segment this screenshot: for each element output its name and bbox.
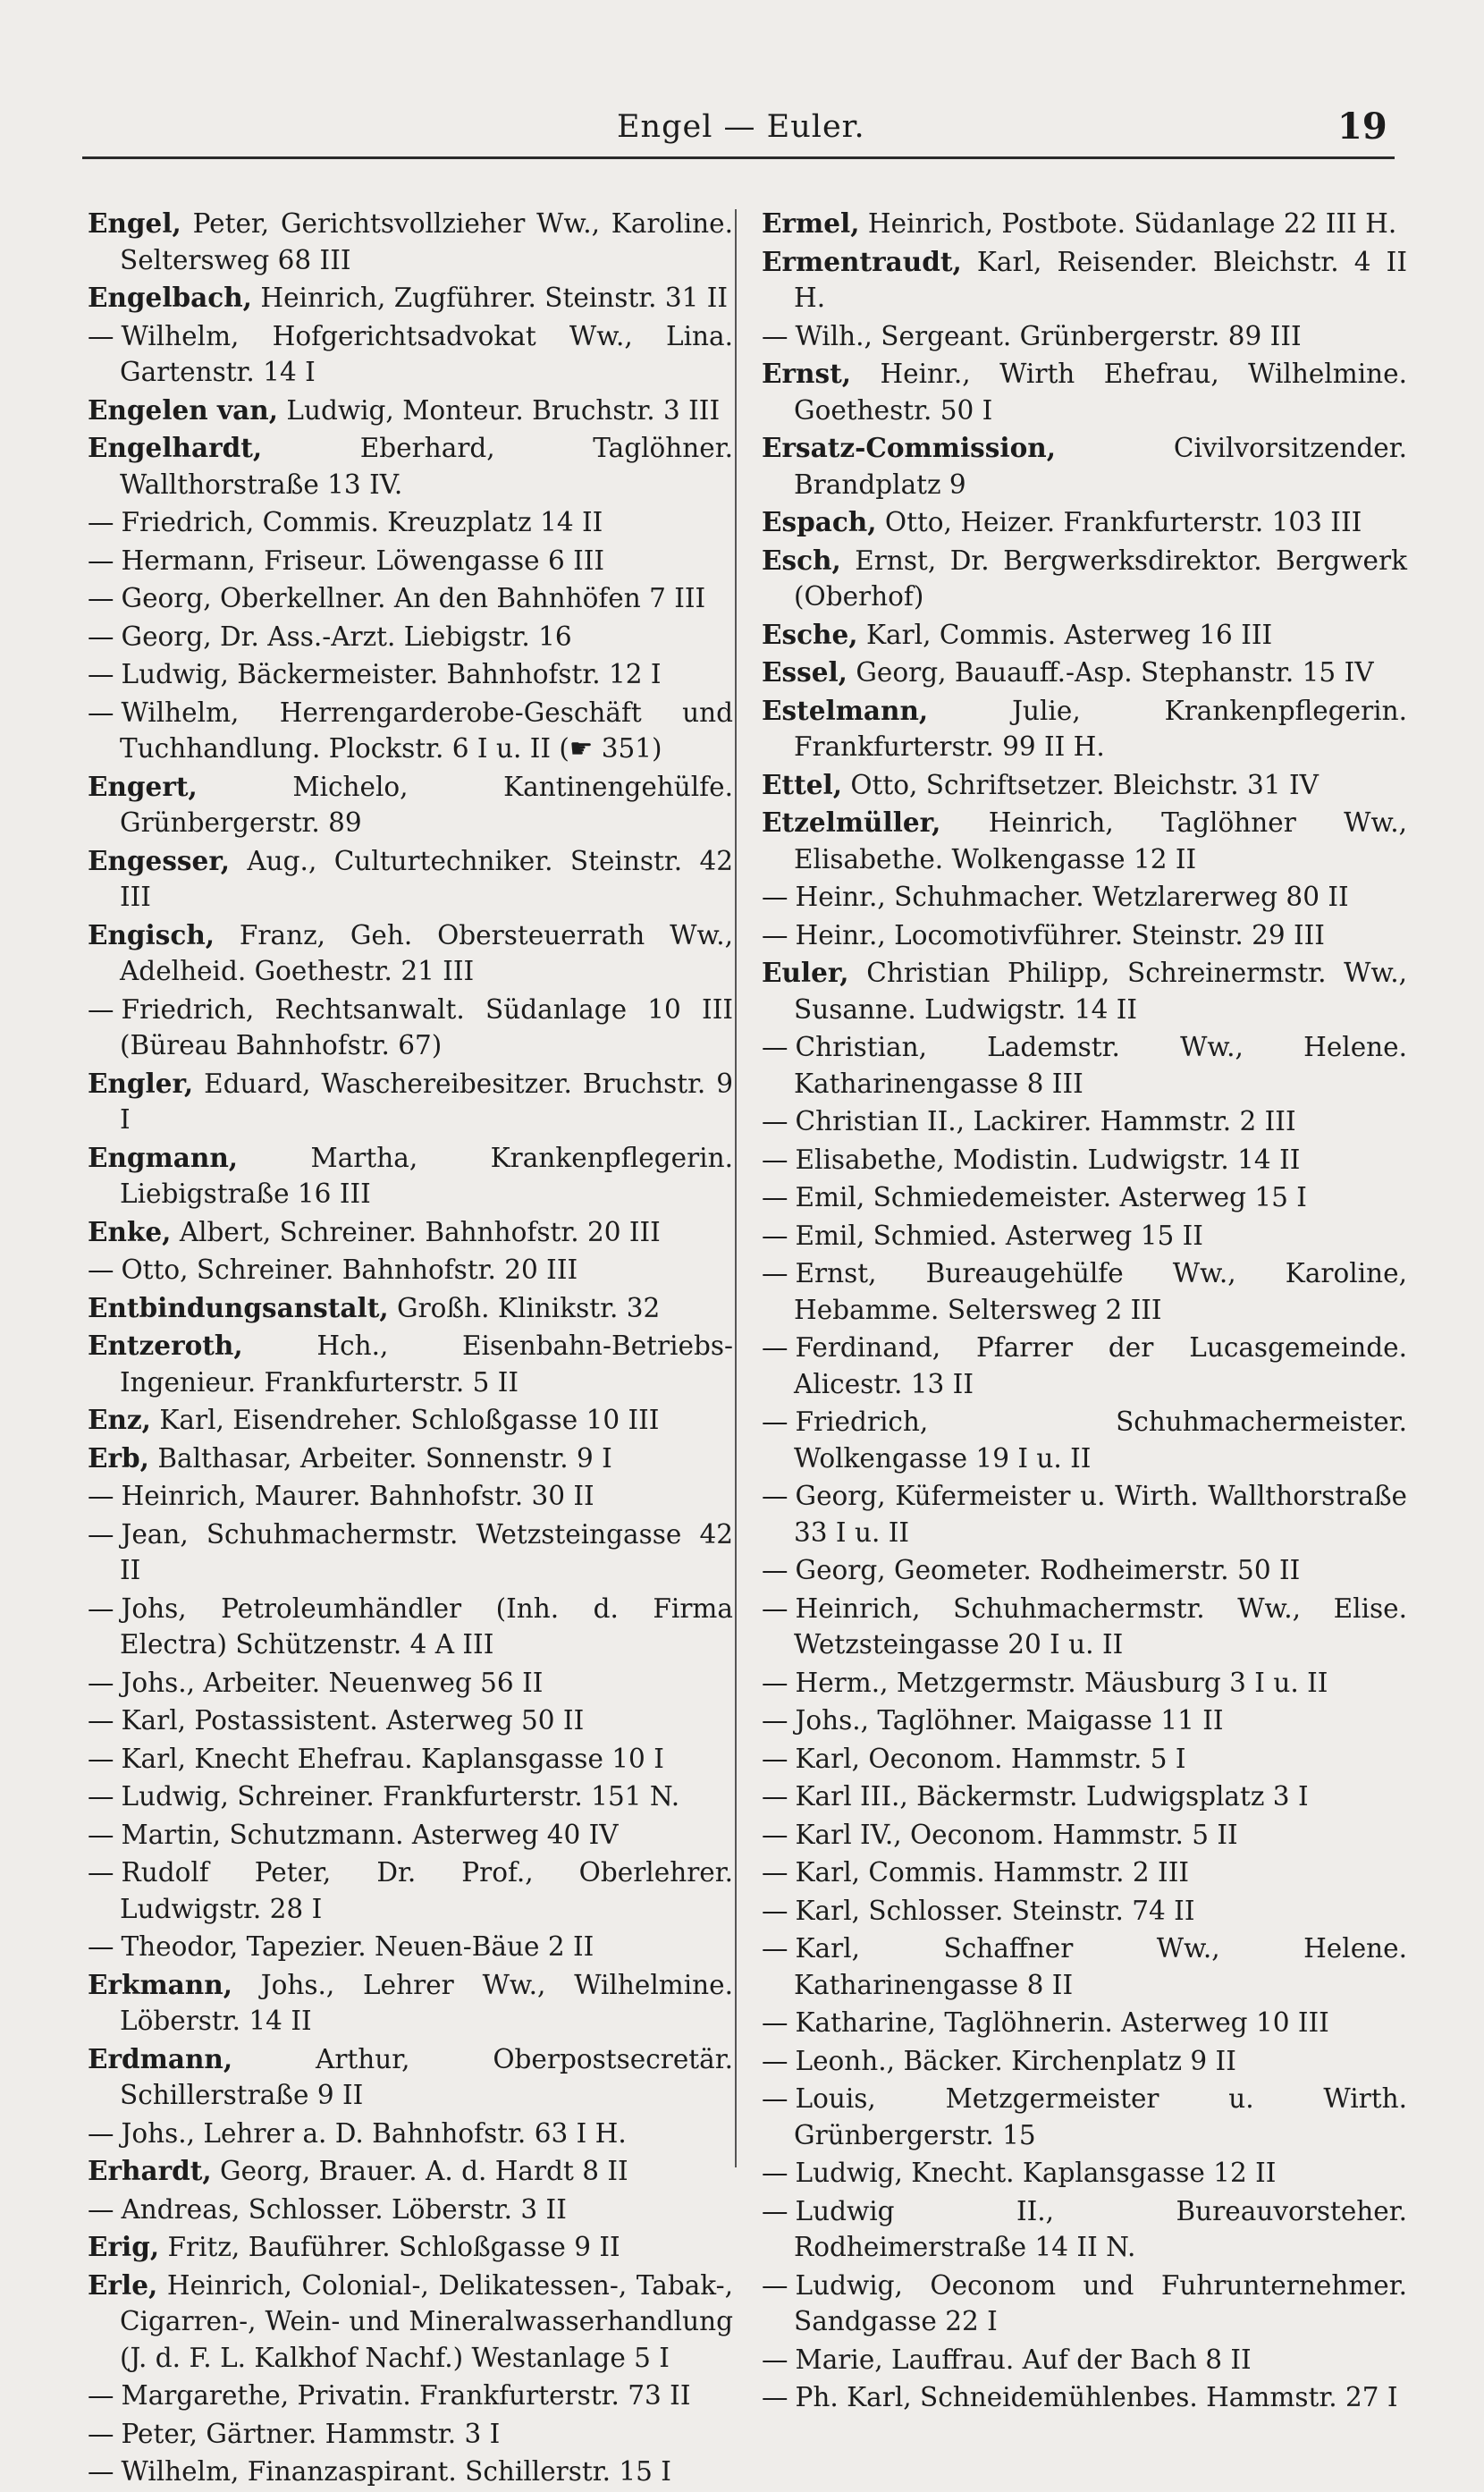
directory-entry (762, 2342, 1407, 2378)
entry-text: Georg, Küfermeister u. Wirth. Wallthorstraße 33 I u. II (794, 1481, 1407, 1548)
directory-entry (762, 1854, 1407, 1891)
entry-surname: Engisch, (88, 918, 215, 950)
directory-entry (88, 580, 733, 617)
entry-text: Friedrich, Rechtsanwalt. Südanlage 10 III (Büreau Bahnhofstr. 67) (120, 993, 733, 1060)
directory-entry (88, 1516, 733, 1589)
entry-text: Hch., Eisenbahn-Betriebs-Ingenieur. Frankfurterstr. 5 II (120, 1330, 733, 1398)
directory-entry (88, 504, 733, 541)
entry-text: Wilhelm, Finanzaspirant. Schillerstr. 15 I (121, 2456, 671, 2487)
entry-text: Karl IV., Oeconom. Hammstr. 5 II (795, 1819, 1238, 1850)
entry-dash: — (762, 1743, 788, 1774)
entry-text: Heinrich, Maurer. Bahnhofstr. 30 II (121, 1481, 594, 1511)
entry-text: Georg, Oberkellner. An den Bahnhöfen 7 III (121, 583, 706, 613)
entry-dash: — (88, 2193, 114, 2225)
entry-dash: — (762, 2045, 788, 2076)
directory-entry (88, 2153, 733, 2190)
entry-text: Christian II., Lackirer. Hammstr. 2 III (795, 1106, 1296, 1136)
directory-entry (762, 1552, 1407, 1589)
entry-dash: — (762, 1857, 788, 1888)
entry-dash: — (762, 1933, 788, 1964)
entry-dash: — (762, 882, 788, 912)
entry-dash: — (762, 320, 788, 351)
directory-entry (762, 2043, 1407, 2080)
entry-dash: — (762, 1220, 788, 1251)
entry-dash: — (762, 1481, 788, 1511)
entry-text: Karl, Postassistent. Asterweg 50 II (121, 1705, 585, 1736)
directory-entry (88, 2268, 733, 2377)
directory-entry (762, 2155, 1407, 2192)
entry-text: Heinrich, Zugführer. Steinstr. 31 II (260, 283, 729, 313)
entry-surname: Engert, (88, 770, 198, 802)
entry-surname: Engel, (88, 207, 181, 239)
directory-entry (88, 1214, 733, 1251)
header-rule (82, 156, 1395, 159)
directory-entry (762, 2193, 1407, 2266)
directory-entry (762, 244, 1407, 317)
entry-text: Friedrich, Commis. Kreuzplatz 14 II (121, 507, 603, 537)
directory-entry (762, 767, 1407, 804)
entry-text: Louis, Metzgermeister u. Wirth. Grünbergerstr. 15 (794, 2083, 1407, 2150)
entry-dash: — (88, 545, 114, 576)
directory-entry (88, 1140, 733, 1212)
directory-entry (762, 917, 1407, 954)
directory-entry (88, 1929, 733, 1965)
entry-dash: — (762, 919, 788, 950)
entry-text: Großh. Klinikstr. 32 (397, 1292, 661, 1323)
left-column (88, 206, 733, 2492)
directory-entry (88, 2192, 733, 2228)
entry-surname: Ermel, (762, 207, 860, 239)
entry-surname: Engelbach, (88, 282, 252, 313)
entry-dash: — (762, 1781, 788, 1812)
entry-text: Martha, Krankenpflegerin. Liebigstraße 16 III (120, 1142, 733, 1209)
entry-text: Elisabethe, Modistin. Ludwigstr. 14 II (795, 1144, 1301, 1175)
entry-surname: Ettel, (762, 768, 842, 800)
entry-surname: Erle, (88, 2268, 158, 2301)
entry-text: Marie, Lauffrau. Auf der Bach 8 II (795, 2344, 1252, 2375)
entry-surname: Enke, (88, 1215, 172, 1247)
entry-dash: — (762, 1705, 788, 1736)
directory-entry (762, 955, 1407, 1027)
directory-entry (762, 1702, 1407, 1739)
directory-entry (762, 805, 1407, 877)
entry-surname: Essel, (762, 656, 847, 688)
entry-text: Karl, Schaffner Ww., Helene. Katharinengasse 8 II (794, 1933, 1407, 2000)
directory-entry (88, 1328, 733, 1400)
directory-entry (88, 543, 733, 579)
entry-text: Georg, Dr. Ass.-Arzt. Liebigstr. 16 (121, 621, 572, 652)
directory-entry (88, 992, 733, 1064)
entry-text: Ludwig, Knecht. Kaplansgasse 12 II (795, 2158, 1277, 2188)
directory-entry (762, 206, 1407, 242)
entry-dash: — (88, 697, 114, 728)
entry-dash: — (762, 2007, 788, 2038)
entry-dash: — (88, 1819, 114, 1850)
entry-dash: — (762, 1555, 788, 1585)
entry-dash: — (88, 1931, 114, 1962)
entry-dash: — (88, 1254, 114, 1285)
entry-dash: — (762, 1106, 788, 1136)
entry-text: Katharine, Taglöhnerin. Asterweg 10 III (795, 2007, 1329, 2038)
directory-entry (762, 1255, 1407, 1328)
entry-text: Heinrich, Postbote. Südanlage 22 III H. (867, 208, 1397, 239)
entry-surname: Ersatz-Commission, (762, 432, 1056, 463)
directory-entry (88, 2116, 733, 2152)
entry-text: Martin, Schutzmann. Asterweg 40 IV (121, 1819, 619, 1850)
directory-entry (88, 318, 733, 391)
directory-entry (762, 1179, 1407, 1216)
entry-text: Emil, Schmied. Asterweg 15 II (795, 1220, 1203, 1251)
running-head: Engel — Euler. (617, 109, 865, 145)
entry-text: Heinr., Locomotivführer. Steinstr. 29 III (795, 919, 1325, 950)
entry-surname: Engmann, (88, 1141, 239, 1173)
entry-text: Leonh., Bäcker. Kirchenplatz 9 II (795, 2045, 1236, 2076)
entry-text: Andreas, Schlosser. Löberstr. 3 II (121, 2193, 567, 2225)
directory-entry (88, 2378, 733, 2414)
directory-entry (88, 1778, 733, 1815)
directory-entry (88, 206, 733, 278)
column-divider (735, 209, 737, 2167)
entry-text: Karl, Schlosser. Steinstr. 74 II (795, 1895, 1195, 1926)
entry-surname: Ernst, (762, 358, 851, 389)
directory-entry (88, 2041, 733, 2114)
entry-dash: — (762, 1592, 788, 1624)
entry-dash: — (88, 659, 114, 689)
directory-entry (88, 1252, 733, 1288)
directory-entry (88, 393, 733, 429)
entry-text: Ludwig, Oeconom und Fuhrunternehmer. Sandgasse 22 I (794, 2269, 1407, 2336)
entry-text: Karl, Knecht Ehefrau. Kaplansgasse 10 I (121, 1743, 664, 1774)
directory-entry (88, 1402, 733, 1439)
page-header (0, 100, 1484, 154)
entry-dash: — (762, 1182, 788, 1212)
entry-text: Wilhelm, Hofgerichtsadvokat Ww., Lina. Gartenstr. 14 I (120, 320, 733, 387)
entry-text: Wilhelm, Herrengarderobe-Geschäft und Tuchhandlung. Plockstr. 6 I u. II (☛ 351) (120, 697, 733, 764)
directory-entry (88, 1478, 733, 1515)
entry-text: Michelo, Kantinengehülfe. Grünbergerstr. 89 (120, 771, 733, 838)
entry-dash: — (88, 2117, 114, 2149)
entry-surname: Estelmann, (762, 694, 929, 726)
entry-surname: Esch, (762, 544, 841, 576)
directory-entry (762, 879, 1407, 916)
directory-entry (88, 430, 733, 503)
directory-entry (762, 1930, 1407, 2003)
directory-entry (88, 2454, 733, 2490)
page-number: 19 (1337, 106, 1387, 148)
directory-entry (88, 769, 733, 841)
entry-text: Peter, Gärtner. Hammstr. 3 I (121, 2418, 501, 2449)
entry-dash: — (762, 1332, 788, 1363)
directory-entry (88, 2229, 733, 2266)
directory-entry (762, 1478, 1407, 1550)
entry-dash: — (762, 1895, 788, 1926)
entry-text: Johs., Lehrer Ww., Wilhelmine. Löberstr. 14 II (120, 1969, 733, 2036)
entry-surname: Erdmann, (88, 2042, 233, 2074)
entry-text: Civilvorsitzender. Brandplatz 9 (794, 433, 1407, 500)
directory-entry (88, 1066, 733, 1138)
entry-text: Julie, Krankenpflegerin. Frankfurterstr. 99 II H. (794, 695, 1407, 762)
entry-text: Johs., Taglöhner. Maigasse 11 II (795, 1705, 1224, 1736)
directory-entry (762, 1817, 1407, 1854)
directory-entry (762, 1029, 1407, 1102)
directory-entry (88, 1854, 733, 1927)
directory-entry (88, 1440, 733, 1477)
entry-dash: — (762, 1819, 788, 1850)
entry-text: Otto, Schriftsetzer. Bleichstr. 31 IV (850, 769, 1319, 800)
entry-text: Albert, Schreiner. Bahnhofstr. 20 III (179, 1216, 661, 1247)
entry-text: Ludwig II., Bureauvorsteher. Rodheimerstraße 14 II N. (794, 2195, 1407, 2262)
directory-entry (88, 1290, 733, 1327)
entry-dash: — (88, 1518, 114, 1550)
entry-dash: — (762, 1258, 788, 1288)
directory-entry (762, 2379, 1407, 2416)
entry-dash: — (88, 507, 114, 537)
entry-dash: — (762, 1667, 788, 1698)
directory-entry (762, 693, 1407, 765)
directory-entry (88, 619, 733, 655)
entry-dash: — (88, 1667, 114, 1698)
entry-text: Aug., Culturtechniker. Steinstr. 42 III (120, 845, 733, 912)
entry-text: Balthasar, Arbeiter. Sonnenstr. 9 I (157, 1442, 612, 1474)
entry-text: Christian, Lademstr. Ww., Helene. Katharinengasse 8 III (794, 1032, 1407, 1099)
entry-text: Karl, Oeconom. Hammstr. 5 I (795, 1743, 1186, 1774)
directory-entry (762, 2005, 1407, 2041)
entry-surname: Ermentraudt, (762, 245, 962, 277)
directory-entry (762, 2081, 1407, 2153)
entry-dash: — (88, 1705, 114, 1736)
directory-entry (88, 2416, 733, 2453)
entry-text: Johs., Lehrer a. D. Bahnhofstr. 63 I H. (121, 2117, 627, 2149)
entry-surname: Erkmann, (88, 1968, 232, 2000)
directory-entry (88, 1741, 733, 1778)
entry-dash: — (88, 1781, 114, 1812)
directory-entry (762, 1330, 1407, 1402)
entry-dash: — (88, 320, 114, 351)
entry-dash: — (88, 2418, 114, 2449)
entry-text: Karl III., Bäckermstr. Ludwigsplatz 3 I (795, 1781, 1309, 1812)
entry-text: Margarethe, Privatin. Frankfurterstr. 73 II (121, 2380, 691, 2411)
entry-text: Heinrich, Taglöhner Ww., Elisabethe. Wolkengasse 12 II (794, 807, 1407, 874)
directory-entry (762, 1741, 1407, 1778)
entry-dash: — (762, 2344, 788, 2375)
entry-dash: — (762, 1032, 788, 1062)
directory-entry (762, 356, 1407, 428)
directory-entry (762, 1778, 1407, 1815)
entry-dash: — (88, 621, 114, 652)
entry-text: Christian Philipp, Schreinermstr. Ww., Susanne. Ludwigstr. 14 II (794, 958, 1407, 1025)
directory-entry (88, 280, 733, 317)
directory-entry (762, 318, 1407, 355)
entry-text: Rudolf Peter, Dr. Prof., Oberlehrer. Ludwigstr. 28 I (120, 1857, 733, 1924)
entry-text: Arthur, Oberpostsecretär. Schillerstraße 9 II (120, 2043, 733, 2110)
entry-dash: — (88, 1743, 114, 1774)
directory-entry (88, 1591, 733, 1663)
entry-dash: — (762, 2158, 788, 2188)
entry-text: Georg, Bauauff.-Asp. Stephanstr. 15 IV (856, 657, 1374, 688)
directory-entry (762, 1103, 1407, 1140)
entry-text: Johs, Petroleumhändler (Inh. d. Firma Electra) Schützenstr. 4 A III (120, 1592, 733, 1660)
entry-dash: — (88, 583, 114, 613)
entry-text: Emil, Schmiedemeister. Asterweg 15 I (795, 1182, 1307, 1212)
entry-text: Ludwig, Schreiner. Frankfurterstr. 151 N. (121, 1781, 680, 1812)
entry-text: Hermann, Friseur. Löwengasse 6 III (121, 545, 605, 576)
entry-dash: — (88, 1481, 114, 1511)
entry-text: Karl, Reisender. Bleichstr. 4 II H. (794, 246, 1407, 313)
entry-surname: Engler, (88, 1067, 194, 1099)
entry-text: Karl, Commis. Asterweg 16 III (865, 619, 1273, 650)
entry-text: Karl, Eisendreher. Schloßgasse 10 III (159, 1405, 660, 1435)
directory-entry (762, 1591, 1407, 1663)
entry-text: Georg, Geometer. Rodheimerstr. 50 II (795, 1555, 1301, 1585)
entry-text: Heinrich, Colonial-, Delikatessen-, Tabak-, Cigarren-, Wein- und Mineralwasserhandlung (J. d. F. L. Kalkhof Nachf.) Westanlage 5 I (120, 2269, 733, 2373)
directory-entry (762, 504, 1407, 541)
directory-entry (762, 1218, 1407, 1254)
directory-entry (762, 617, 1407, 654)
entry-dash: — (762, 2382, 788, 2412)
entry-surname: Esche, (762, 618, 858, 650)
directory-entry (762, 1665, 1407, 1702)
entry-text: Karl, Commis. Hammstr. 2 III (795, 1857, 1189, 1888)
directory-entry (762, 543, 1407, 615)
directory-entry (88, 843, 733, 916)
entry-dash: — (762, 2269, 788, 2301)
entry-surname: Engesser, (88, 844, 230, 876)
entry-text: Eduard, Waschereibesitzer. Bruchstr. 9 I (120, 1068, 733, 1135)
entry-dash: — (88, 2380, 114, 2411)
entry-text: Johs., Arbeiter. Neuenweg 56 II (121, 1667, 544, 1698)
entry-surname: Enz, (88, 1404, 151, 1435)
directory-entry (88, 917, 733, 990)
entry-dash: — (88, 1857, 114, 1888)
entry-surname: Engelen van, (88, 393, 278, 426)
entry-text: Ernst, Bureaugehülfe Ww., Karoline, Hebamme. Seltersweg 2 III (794, 1258, 1407, 1325)
entry-surname: Etzelmüller, (762, 807, 941, 838)
directory-entry (88, 1665, 733, 1702)
entry-text: Fritz, Bauführer. Schloßgasse 9 II (167, 2232, 620, 2262)
directory-entry (762, 655, 1407, 691)
directory-entry (88, 1702, 733, 1739)
directory-entry (762, 1142, 1407, 1178)
entry-dash: — (762, 1407, 788, 1437)
entry-text: Heinr., Wirth Ehefrau, Wilhelmine. Goethestr. 50 I (794, 359, 1407, 426)
directory-entry (88, 695, 733, 767)
entry-dash: — (88, 1592, 114, 1624)
entry-surname: Espach, (762, 506, 877, 537)
entry-text: Ernst, Dr. Bergwerksdirektor. Bergwerk (Oberhof) (794, 545, 1407, 612)
directory-entry (762, 2268, 1407, 2340)
entry-text: Georg, Brauer. A. d. Hardt 8 II (220, 2156, 628, 2186)
directory-entry (88, 1817, 733, 1854)
entry-dash: — (762, 2195, 788, 2226)
entry-text: Wilh., Sergeant. Grünbergerstr. 89 III (795, 320, 1302, 351)
entry-text: Heinr., Schuhmacher. Wetzlarerweg 80 II (795, 882, 1349, 912)
entry-surname: Euler, (762, 957, 849, 988)
directory-entry (762, 430, 1407, 503)
entry-surname: Erig, (88, 2231, 160, 2262)
entry-text: Otto, Schreiner. Bahnhofstr. 20 III (121, 1254, 578, 1285)
directory-entry (88, 656, 733, 693)
entry-text: Eberhard, Taglöhner. Wallthorstraße 13 IV. (120, 433, 733, 500)
entry-surname: Erhardt, (88, 2155, 212, 2186)
entry-surname: Entbindungsanstalt, (88, 1291, 389, 1323)
entry-text: Ferdinand, Pfarrer der Lucasgemeinde. Alicestr. 13 II (794, 1332, 1407, 1399)
entry-text: Friedrich, Schuhmachermeister. Wolkengasse 19 I u. II (794, 1407, 1407, 1474)
entry-dash: — (762, 1144, 788, 1175)
entry-text: Herm., Metzgermstr. Mäusburg 3 I u. II (795, 1667, 1328, 1698)
entry-text: Ludwig, Monteur. Bruchstr. 3 III (286, 394, 721, 426)
entry-text: Jean, Schuhmachermstr. Wetzsteingasse 42 II (120, 1518, 733, 1585)
entry-text: Franz, Geh. Obersteuerrath Ww., Adelheid. Goethestr. 21 III (120, 919, 733, 986)
right-column (762, 206, 1407, 2418)
entry-text: Heinrich, Schuhmachermstr. Ww., Elise. Wetzsteingasse 20 I u. II (794, 1592, 1407, 1660)
directory-entry (88, 1967, 733, 2040)
entry-dash: — (762, 2083, 788, 2114)
entry-text: Peter, Gerichtsvollzieher Ww., Karoline. Seltersweg 68 III (120, 208, 733, 275)
entry-dash: — (88, 2456, 114, 2487)
directory-entry (762, 1893, 1407, 1930)
entry-text: Ph. Karl, Schneidemühlenbes. Hammstr. 27 I (795, 2382, 1398, 2412)
entry-text: Ludwig, Bäckermeister. Bahnhofstr. 12 I (121, 659, 662, 689)
entry-text: Otto, Heizer. Frankfurterstr. 103 III (884, 507, 1362, 537)
entry-surname: Erb, (88, 1441, 149, 1474)
entry-surname: Engelhardt, (88, 432, 263, 463)
entry-surname: Entzeroth, (88, 1330, 243, 1361)
entry-text: Theodor, Tapezier. Neuen-Bäue 2 II (121, 1931, 594, 1962)
directory-entry (762, 1404, 1407, 1476)
entry-dash: — (88, 993, 114, 1025)
